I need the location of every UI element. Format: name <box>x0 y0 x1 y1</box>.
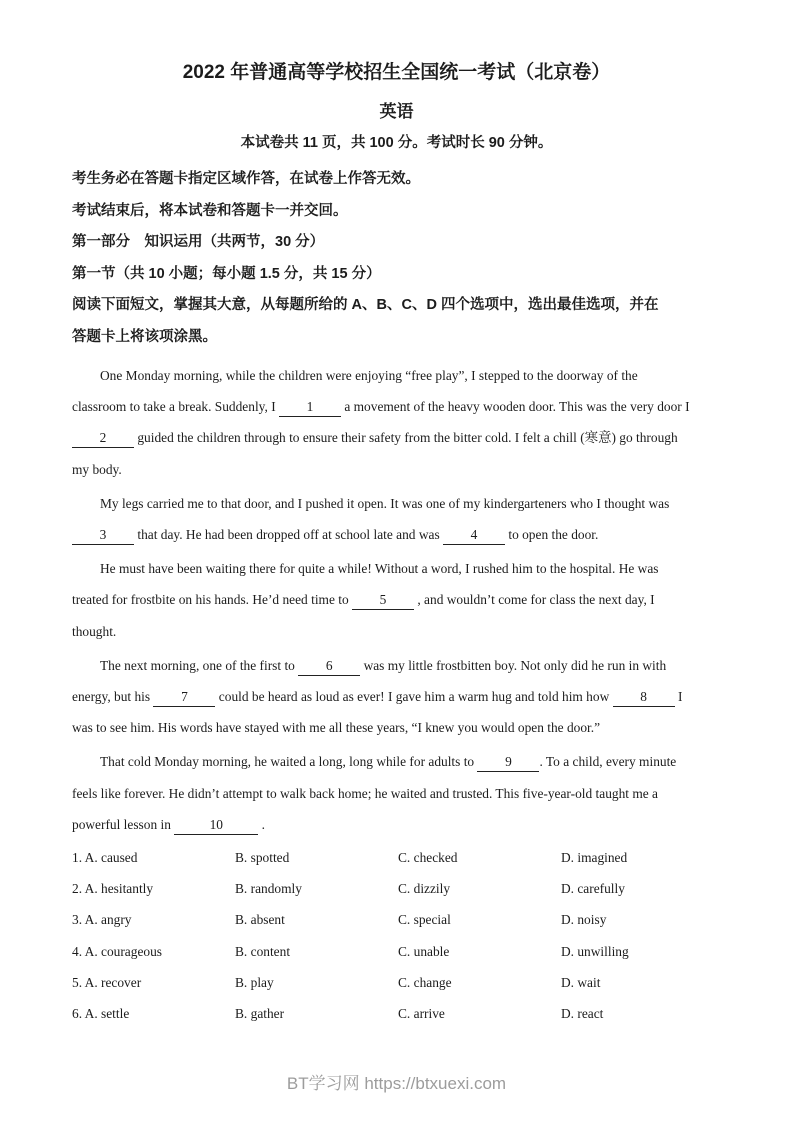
option-cell: D. carefully <box>561 881 625 897</box>
passage-line: 2 guided the children through to ensure their safety from the bitter cold. I felt a chill (寒意) go through <box>72 422 721 453</box>
cloze-blank-10: 10 <box>174 817 258 835</box>
passage-line: He must have been waiting there for quite a while! Without a word, I rushed him to the hospital. He was <box>100 561 659 577</box>
exam-title: 2022 年普通高等学校招生全国统一考试（北京卷） <box>182 62 611 83</box>
option-cell: 5. A. recover <box>72 974 142 990</box>
option-cell: D. imagined <box>561 850 628 866</box>
passage-line: That cold Monday morning, he waited a long, long while for adults to 9 . To a child, every minute <box>72 746 721 777</box>
option-row-3 <box>72 904 721 935</box>
passage-line: was to see him. His words have stayed with me all these years, “I knew you would open the door.” <box>72 720 601 736</box>
option-cell: B. absent <box>235 912 285 928</box>
cloze-instruction-line-1: 阅读下面短文，掌握其大意，从每题所给的 A、B、C、D 四个选项中，选出最佳选项，并在 <box>72 297 659 313</box>
passage-line: powerful lesson in 10 . <box>72 809 721 840</box>
option-cell: 4. A. courageous <box>72 943 162 959</box>
cloze-passage <box>72 360 721 840</box>
option-cell: C. checked <box>398 850 458 866</box>
subject-title: 英语 <box>379 102 414 121</box>
cloze-blank-6: 6 <box>298 658 360 676</box>
watermark: BT学习网 https://btxuexi.com <box>286 1074 507 1093</box>
cloze-blank-5: 5 <box>352 592 414 610</box>
cloze-blank-3: 3 <box>72 527 134 545</box>
option-cell: C. change <box>398 974 452 990</box>
option-cell: 6. A. settle <box>72 1006 130 1022</box>
option-cell: 3. A. angry <box>72 912 132 928</box>
cloze-blank-2: 2 <box>72 430 134 448</box>
passage-line: energy, but his 7 could be heard as loud as ever! I gave him a warm hug and told him how 8 I <box>72 681 721 712</box>
passage-line: feels like forever. He didn’t attempt to walk back home; he waited and trusted. This five-year-old taught me a <box>72 785 659 801</box>
cloze-blank-1: 1 <box>279 399 341 417</box>
option-cell: D. noisy <box>561 912 607 928</box>
notice-line-1: 考生务必在答题卡指定区域作答，在试卷上作答无效。 <box>72 171 420 187</box>
option-row-1 <box>72 842 721 873</box>
option-cell: B. content <box>235 943 291 959</box>
passage-line: One Monday morning, while the children were enjoying “free play”, I stepped to the doorway of the <box>100 368 638 383</box>
option-cell: C. special <box>398 912 451 928</box>
option-cell: C. dizzily <box>398 881 451 897</box>
passage-line: thought. <box>72 623 117 639</box>
option-cell: D. unwilling <box>561 943 629 959</box>
passage-line: The next morning, one of the first to 6 was my little frostbitten boy. Not only did he run in with <box>72 650 721 681</box>
option-row-6 <box>72 998 721 1029</box>
passage-line: my body. <box>72 461 122 477</box>
cloze-blank-7: 7 <box>153 689 215 707</box>
option-cell: 2. A. hesitantly <box>72 881 154 897</box>
part-heading: 第一部分 知识运用（共两节，30 分） <box>72 234 325 250</box>
option-row-5 <box>72 967 721 998</box>
passage-line: treated for frostbite on his hands. He’d need time to 5 , and wouldn’t come for class the next day, I <box>72 584 721 615</box>
cloze-blank-9: 9 <box>477 754 539 772</box>
cloze-blank-8: 8 <box>613 689 675 707</box>
notice-line-2: 考试结束后，将本试卷和答题卡一并交回。 <box>72 202 348 219</box>
option-cell: C. unable <box>398 943 450 959</box>
option-row-2 <box>72 873 721 904</box>
cloze-blank-4: 4 <box>443 527 505 545</box>
option-cell: D. wait <box>561 974 601 990</box>
exam-info: 本试卷共 11 页，共 100 分。考试时长 90 分钟。 <box>240 135 553 151</box>
option-cell: C. arrive <box>398 1006 445 1022</box>
passage-line: 3 that day. He had been dropped off at school late and was 4 to open the door. <box>72 519 721 550</box>
exam-notices <box>72 164 721 353</box>
section-heading: 第一节（共 10 小题；每小题 1.5 分，共 15 分） <box>72 265 381 282</box>
option-cell: B. spotted <box>235 850 290 866</box>
passage-line: My legs carried me to that door, and I pushed it open. It was one of my kindergarteners who I thought was <box>100 495 670 511</box>
options-table <box>72 842 721 1029</box>
cloze-instruction-line-2: 答题卡上将该项涂黑。 <box>72 328 217 345</box>
option-cell: B. randomly <box>235 881 302 897</box>
option-cell: B. gather <box>235 1006 285 1022</box>
option-cell: 1. A. caused <box>72 850 138 866</box>
option-row-4 <box>72 936 721 967</box>
passage-line: classroom to take a break. Suddenly, I 1 a movement of the heavy wooden door. This was the very door I <box>72 391 721 422</box>
option-cell: D. react <box>561 1006 604 1022</box>
option-cell: B. play <box>235 974 274 990</box>
